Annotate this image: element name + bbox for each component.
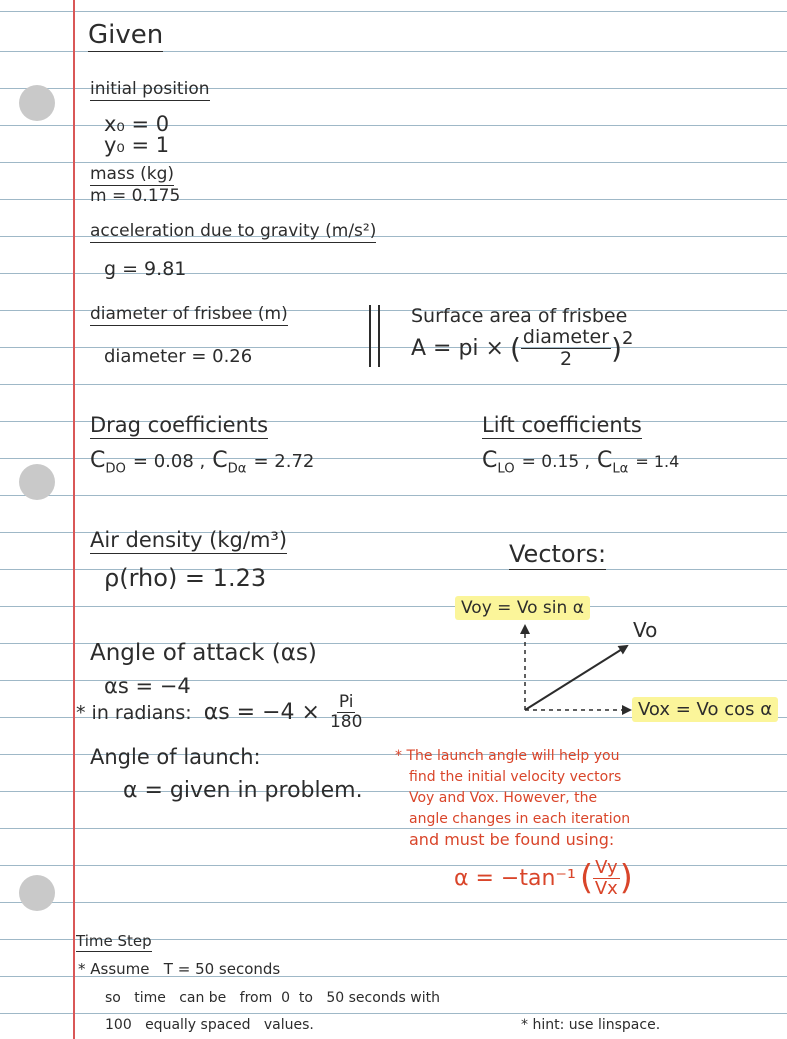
- vo-label: Vo: [633, 618, 658, 642]
- mass-label: mass (kg): [90, 164, 174, 184]
- air-density-label: Air density (kg/m³): [90, 528, 288, 552]
- binder-hole: [19, 464, 55, 500]
- note-line-5: and must be found using:: [409, 830, 615, 849]
- binder-hole: [19, 875, 55, 911]
- y0-value: y₀ = 1: [104, 133, 170, 157]
- cd0-subscript: DO: [105, 461, 126, 477]
- area-denominator: 2: [559, 348, 573, 370]
- mass-value: m = 0.175: [90, 186, 181, 206]
- note-line-4: angle changes in each iteration: [409, 811, 631, 827]
- area-fraction: [521, 328, 611, 369]
- diameter-value: diameter = 0.26: [104, 346, 253, 367]
- launch-label: Angle of launch:: [90, 745, 261, 769]
- area-formula: [411, 328, 633, 369]
- formula-fraction: [593, 856, 619, 899]
- cda-value: = 2.72: [253, 451, 315, 472]
- cla-value: = 1.4: [635, 452, 680, 471]
- timestep-label: Time Step: [76, 932, 152, 950]
- air-density-value: ρ(rho) = 1.23: [104, 564, 267, 592]
- paren-close: ): [611, 332, 622, 365]
- cl0-symbol: C: [482, 448, 498, 473]
- vectors-label: Vectors:: [509, 540, 607, 568]
- area-lhs: A = pi ×: [411, 336, 504, 361]
- attack-label: Angle of attack (αs): [90, 640, 317, 666]
- radians-expression: αs = −4 ×: [203, 700, 320, 725]
- x0-value: x₀ = 0: [104, 112, 170, 136]
- note-formula: [454, 858, 633, 898]
- radians-prefix: * in radians:: [76, 701, 192, 724]
- area-label: Surface area of frisbee: [411, 305, 628, 327]
- area-numerator: diameter: [522, 326, 610, 348]
- vox-label: Vox = Vo cos α: [632, 697, 778, 722]
- margin-line: [73, 0, 75, 1039]
- cda-subscript: Dα: [227, 461, 247, 477]
- paren-open: (: [509, 332, 521, 365]
- note-line-2: find the initial velocity vectors: [409, 769, 622, 785]
- attack-radians: [76, 694, 362, 731]
- vo-arrow: [525, 646, 627, 710]
- timestep-line-2: so time can be from 0 to 50 seconds with: [105, 990, 440, 1006]
- cl0-subscript: LO: [497, 461, 515, 477]
- lift-label: Lift coefficients: [482, 413, 642, 437]
- note-line-1: * The launch angle will help you: [395, 748, 620, 764]
- timestep-hint: * hint: use linspace.: [521, 1017, 661, 1033]
- separator-bar: [378, 305, 380, 367]
- drag-label: Drag coefficients: [90, 413, 269, 437]
- voy-label: Voy = Vo sin α: [455, 596, 590, 620]
- cda-symbol: C: [212, 448, 228, 473]
- heading: Given: [88, 20, 164, 50]
- cl0-value: = 0.15 ,: [521, 452, 590, 472]
- area-exponent: 2: [622, 328, 634, 349]
- attack-value: αs = −4: [104, 674, 191, 698]
- binder-hole: [19, 85, 55, 121]
- radians-numerator: Pi: [338, 692, 354, 712]
- radians-fraction: [330, 694, 362, 731]
- launch-value: α = given in problem.: [123, 778, 363, 803]
- gravity-value: g = 9.81: [104, 258, 187, 280]
- formula-lhs: α = −tan⁻¹: [454, 865, 576, 891]
- paren-open: (: [579, 858, 594, 898]
- timestep-line-1: * Assume T = 50 seconds: [78, 960, 281, 978]
- cla-symbol: C: [596, 448, 613, 473]
- paren-close: ): [619, 858, 633, 898]
- drag-values: [90, 448, 314, 476]
- lift-values: [482, 448, 679, 476]
- initial-position-label: initial position: [90, 79, 210, 99]
- formula-denominator: Vx: [594, 877, 618, 899]
- diameter-label: diameter of frisbee (m): [90, 304, 288, 324]
- timestep-line-3: 100 equally spaced values.: [105, 1017, 314, 1033]
- radians-denominator: 180: [329, 712, 363, 732]
- formula-numerator: Vy: [595, 856, 618, 878]
- note-line-3: Voy and Vox. However, the: [409, 790, 598, 806]
- cd0-symbol: C: [90, 448, 106, 473]
- gravity-label: acceleration due to gravity (m/s²): [90, 221, 377, 241]
- separator-bar: [369, 305, 371, 367]
- cla-subscript: Lα: [612, 461, 629, 477]
- cd0-value: = 0.08 ,: [132, 451, 206, 472]
